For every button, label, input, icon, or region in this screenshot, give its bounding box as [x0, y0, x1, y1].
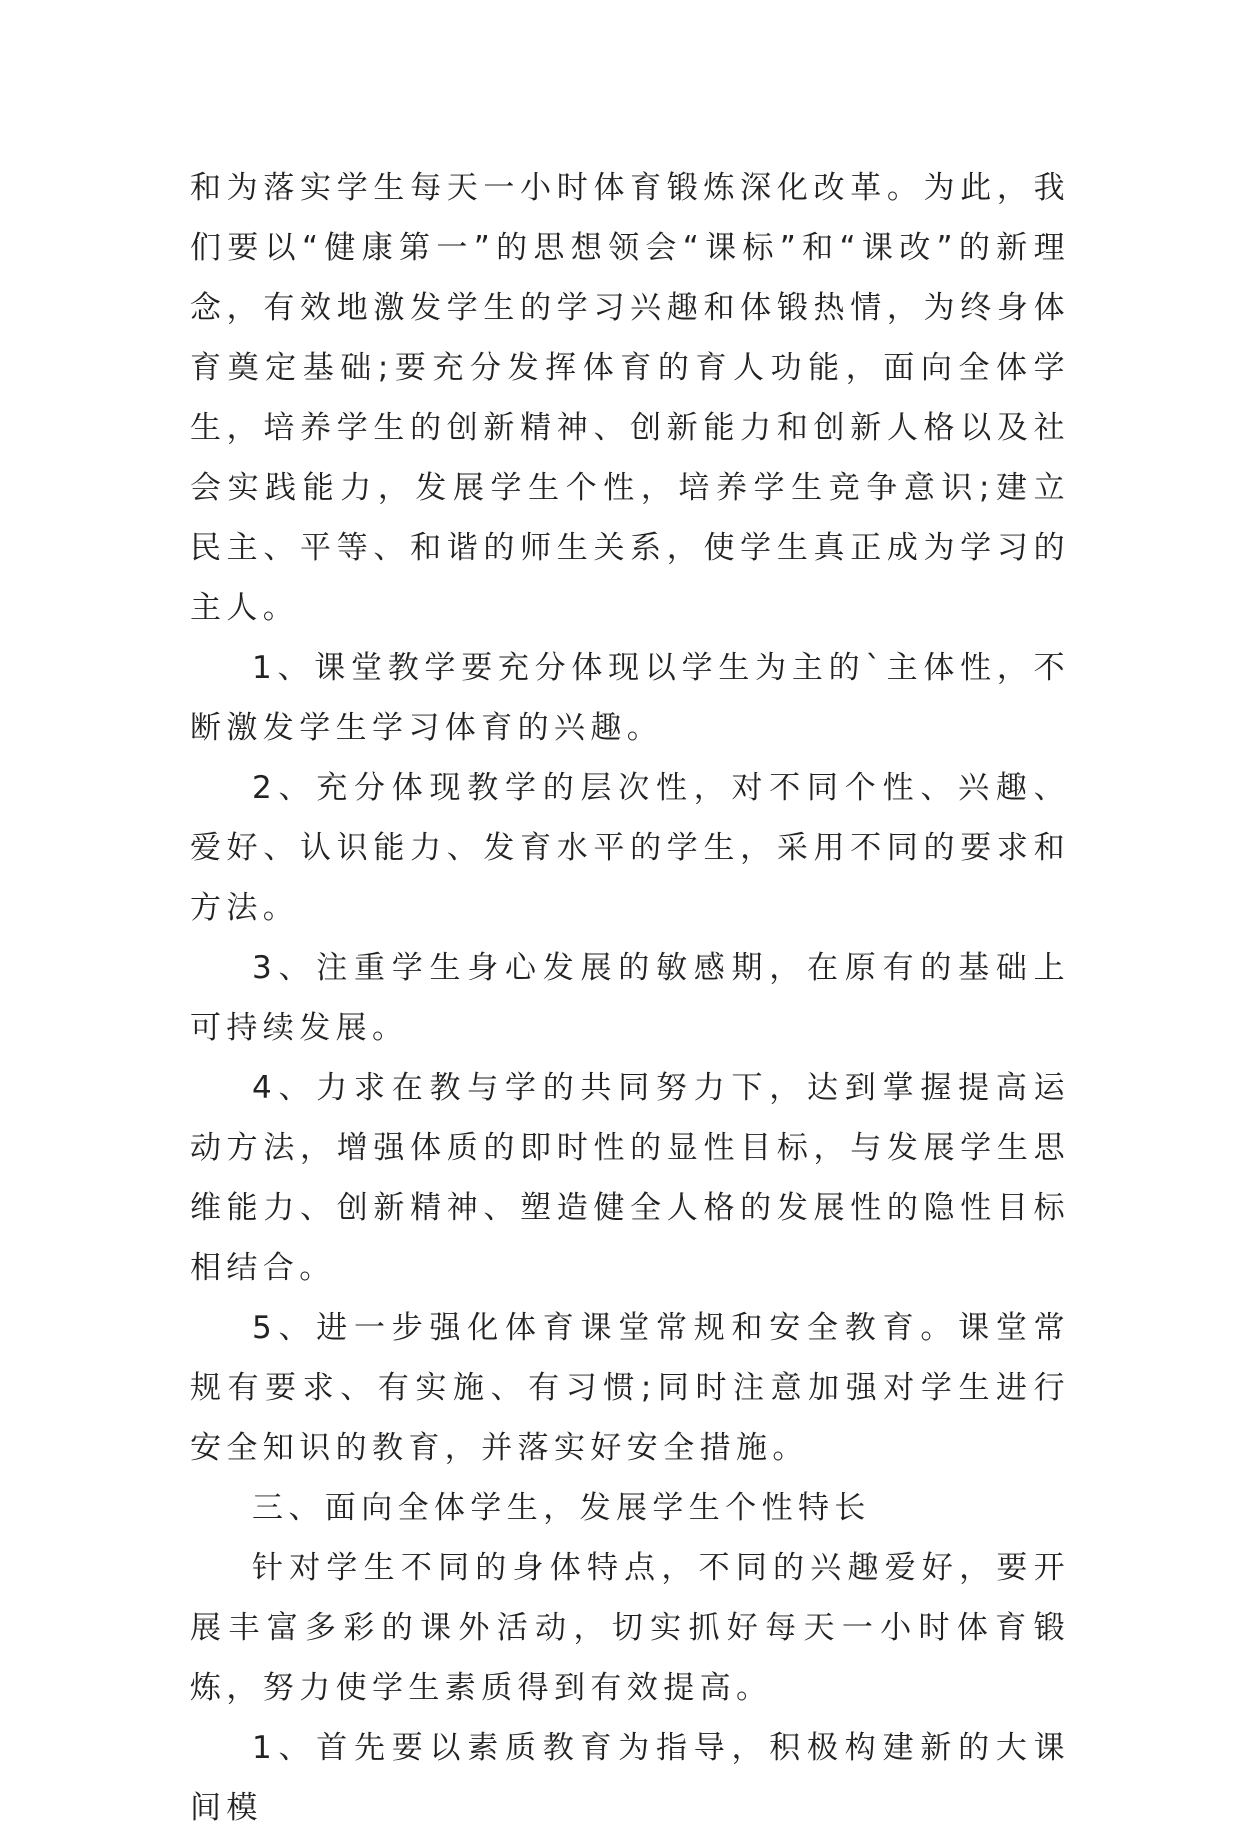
paragraph-item-3: 3、注重学生身心发展的敏感期，在原有的基础上可持续发展。 [190, 950, 1070, 1046]
paragraph-section-3-intro: 针对学生不同的身体特点，不同的兴趣爱好，要开展丰富多彩的课外活动，切实抓好每天一小时体育锻炼，努力使学生素质得到有效提高。 [190, 1550, 1070, 1706]
document-body [190, 158, 1070, 1838]
paragraph-intro: 和为落实学生每天一小时体育锻炼深化改革。为此，我们要以“健康第一”的思想领会“课标”和“课改”的新理念，有效地激发学生的学习兴趣和体锻热情，为终身体育奠定基础;要充分发挥体育的育人功能，面向全体学生，培养学生的创新精神、创新能力和创新人格以及社会实践能力，发展学生个性，培养学生竞争意识;建立民主、平等、和谐的师生关系，使学生真正成为学习的主人。 [190, 170, 1070, 626]
paragraph-section-3-item-1: 1、首先要以素质教育为指导，积极构建新的大课间模 [190, 1730, 1070, 1826]
paragraph-item-5: 5、进一步强化体育课堂常规和安全教育。课堂常规有要求、有实施、有习惯;同时注意加强对学生进行安全知识的教育，并落实好安全措施。 [190, 1310, 1070, 1466]
paragraph-item-4: 4、力求在教与学的共同努力下，达到掌握提高运动方法，增强体质的即时性的显性目标，与发展学生思维能力、创新精神、塑造健全人格的发展性的隐性目标相结合。 [190, 1070, 1070, 1286]
paragraph-item-1: 1、课堂教学要充分体现以学生为主的`主体性，不断激发学生学习体育的兴趣。 [190, 650, 1070, 746]
section-heading-3: 三、面向全体学生，发展学生个性特长 [252, 1490, 871, 1526]
paragraph-item-2: 2、充分体现教学的层次性，对不同个性、兴趣、爱好、认识能力、发育水平的学生，采用不同的要求和方法。 [190, 770, 1070, 926]
